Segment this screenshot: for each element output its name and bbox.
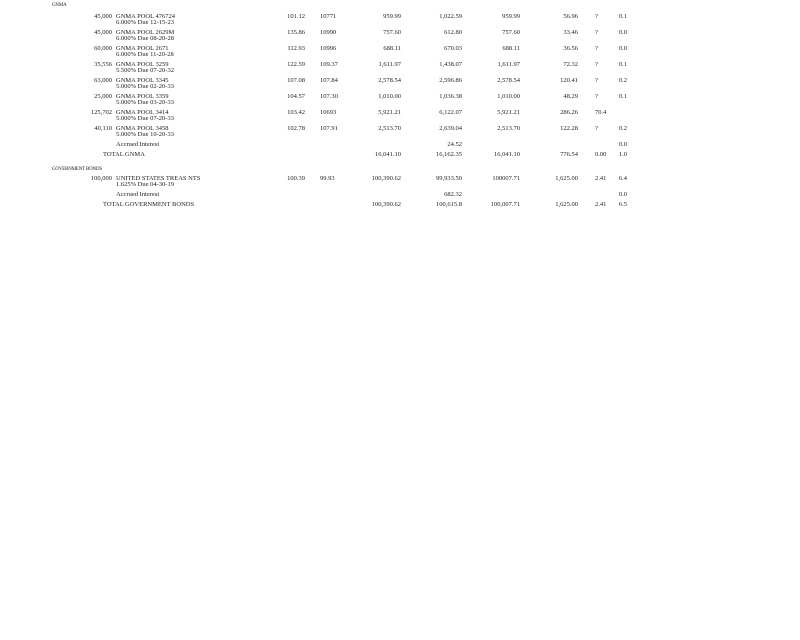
accrued-label: Accrued Interest (116, 191, 160, 198)
holding-c5: 1,611.97 (497, 61, 520, 68)
holding-c3: 1,010.00 (378, 93, 401, 100)
holding-c3: 5,921.21 (378, 109, 401, 116)
holding-c5: 1,010.00 (497, 93, 520, 100)
holding-c8: 0.1 (618, 93, 627, 100)
holding-c6: 36.56 (563, 45, 578, 52)
holding-c6: 120.41 (560, 77, 578, 84)
holding-qty: 25,000 (94, 93, 112, 100)
holding-subtitle: 5.000% Due 07-20-33 (116, 115, 174, 122)
holding-c3: 959.99 (383, 13, 401, 20)
accrued-pct: 0.0 (618, 191, 627, 198)
holding-c8: 0.0 (618, 29, 627, 36)
holding-subtitle: 5.000% Due 10-20-33 (116, 131, 174, 138)
holding-c1: 122.59 (287, 61, 305, 68)
holding-c3: 1,611.97 (378, 61, 401, 68)
total-c7: 2.41 (595, 201, 607, 208)
holding-c4: 1,036.38 (439, 93, 462, 100)
holding-c1: 107.08 (287, 77, 305, 84)
holding-qty: 45,000 (94, 13, 112, 20)
holding-c4: 99,933.50 (436, 175, 462, 182)
holding-c2: 109.37 (320, 61, 338, 68)
holding-c2: 10771 (320, 13, 337, 20)
gnma-accrued-row (0, 140, 800, 149)
accrued-value: 24.52 (447, 141, 462, 148)
total-c3: 16,041.10 (375, 151, 401, 158)
holding-c2: 10693 (320, 109, 337, 116)
section-header-government-bonds: GOVERNMENT BONDS (52, 167, 102, 172)
total-c4: 100,615.8 (436, 201, 462, 208)
holding-qty: 63,000 (94, 77, 112, 84)
holding-c8: 0.2 (618, 77, 627, 84)
total-c5: 16,041.10 (494, 151, 520, 158)
holding-c4: 2,596.86 (439, 77, 462, 84)
holding-desc: UNITED STATES TREAS NTS (116, 175, 201, 182)
holding-c8: 0.2 (618, 125, 627, 132)
holding-desc: GNMA POOL 476724 (116, 13, 175, 20)
holding-qty: 40,110 (94, 125, 112, 132)
holding-c4: 2,639.04 (439, 125, 462, 132)
holding-c7: ? (595, 29, 598, 36)
holding-c5: 757.60 (502, 29, 520, 36)
total-label: TOTAL GOVERNMENT BONDS (103, 201, 195, 208)
holding-c2: 10996 (320, 45, 337, 52)
holding-desc: GNMA POOL 3414 (116, 109, 169, 116)
holding-desc: GNMA POOL 2629M (116, 29, 175, 36)
holding-desc: GNMA POOL 3259 (116, 61, 169, 68)
holding-c6: 33.46 (563, 29, 578, 36)
total-c6: 1,625.00 (555, 201, 578, 208)
holding-c1: 104.57 (287, 93, 305, 100)
holding-c6: 56.96 (563, 13, 578, 20)
gov-accrued-row (0, 190, 800, 199)
total-c4: 16,162.35 (436, 151, 462, 158)
accrued-value: 682.32 (444, 191, 462, 198)
holding-c2: 10990 (320, 29, 337, 36)
holding-c5: 5,921.21 (497, 109, 520, 116)
holding-c4: 612.80 (444, 29, 462, 36)
holding-c2: 107.84 (320, 77, 338, 84)
section-header-gnma: GNMA (52, 3, 67, 8)
holding-qty: 60,000 (94, 45, 112, 52)
holding-c7: ? (595, 13, 598, 20)
holding-subtitle: 1.625% Due 04-30-19 (116, 181, 174, 188)
holding-c8: 0.0 (618, 45, 627, 52)
accrued-pct: 0.0 (618, 141, 627, 148)
holding-c2: 107.30 (320, 93, 338, 100)
holding-c5: 100007.71 (492, 175, 520, 182)
holding-c1: 103.42 (287, 109, 305, 116)
holding-c7: 2.41 (595, 175, 607, 182)
holding-subtitle: 6.000% Due 08-20-28 (116, 35, 174, 42)
total-label: TOTAL GNMA (103, 151, 145, 158)
holding-c4: 670.03 (444, 45, 462, 52)
holding-c7: 70.4 (595, 109, 607, 116)
holding-c5: 2,513.70 (497, 125, 520, 132)
holding-subtitle: 5.000% Due 03-20-33 (116, 99, 174, 106)
total-c8: 6.5 (618, 201, 627, 208)
gnma-total-row (0, 150, 800, 159)
holding-c8: 0.1 (618, 13, 627, 20)
holding-desc: GNMA POOL 2671 (116, 45, 169, 52)
holding-c6: 122.28 (560, 125, 578, 132)
total-c8: 1.0 (618, 151, 627, 158)
gov-total-row (0, 200, 800, 209)
holding-subtitle: 6.000% Due 11-20-28 (116, 51, 174, 58)
holding-c1: 101.12 (287, 13, 305, 20)
holding-c5: 688.11 (502, 45, 520, 52)
holding-c1: 100.39 (287, 175, 305, 182)
holding-c7: ? (595, 45, 598, 52)
holding-c7: ? (595, 61, 598, 68)
holding-c5: 2,578.54 (497, 77, 520, 84)
holding-c2: 99.93 (320, 175, 335, 182)
holding-c6: 1,625.00 (555, 175, 578, 182)
holding-c3: 2,513.70 (378, 125, 401, 132)
holding-c2: 107.91 (320, 125, 338, 132)
holding-c3: 757.60 (383, 29, 401, 36)
holding-c7: ? (595, 125, 598, 132)
holding-c6: 48.29 (563, 93, 578, 100)
holding-c1: 112.93 (287, 45, 305, 52)
holding-c7: ? (595, 77, 598, 84)
holding-c8: 0.1 (618, 61, 627, 68)
holding-c1: 135.86 (287, 29, 305, 36)
holding-c3: 688.11 (383, 45, 401, 52)
holding-c3: 100,390.62 (371, 175, 401, 182)
holding-c4: 6,122.07 (439, 109, 462, 116)
holding-c7: ? (595, 93, 598, 100)
holding-c6: 72.32 (563, 61, 578, 68)
holding-subtitle: 5.000% Due 02-20-33 (116, 83, 174, 90)
holding-desc: GNMA POOL 3359 (116, 93, 169, 100)
holding-desc: GNMA POOL 3458 (116, 125, 169, 132)
total-c6: 776.54 (560, 151, 578, 158)
total-c5: 100,007.71 (490, 201, 520, 208)
holding-c6: 286.26 (560, 109, 578, 116)
holding-subtitle: 6.000% Due 12-15-23 (116, 19, 174, 26)
total-c3: 100,390.62 (371, 201, 401, 208)
holding-c5: 959.99 (502, 13, 520, 20)
holding-c4: 1,438.07 (439, 61, 462, 68)
holding-qty: 100,000 (90, 175, 112, 182)
total-c7: 0.00 (595, 151, 607, 158)
holding-desc: GNMA POOL 3345 (116, 77, 169, 84)
holding-c1: 102.78 (287, 125, 305, 132)
holding-subtitle: 5.500% Due 07-20-32 (116, 67, 174, 74)
holding-qty: 45,000 (94, 29, 112, 36)
holding-qty: 125,702 (90, 109, 112, 116)
holding-c8: 6.4 (618, 175, 627, 182)
holding-c3: 2,578.54 (378, 77, 401, 84)
holding-qty: 35,556 (94, 61, 112, 68)
holding-c4: 1,022.59 (439, 13, 462, 20)
accrued-label: Accrued Interest (116, 141, 160, 148)
